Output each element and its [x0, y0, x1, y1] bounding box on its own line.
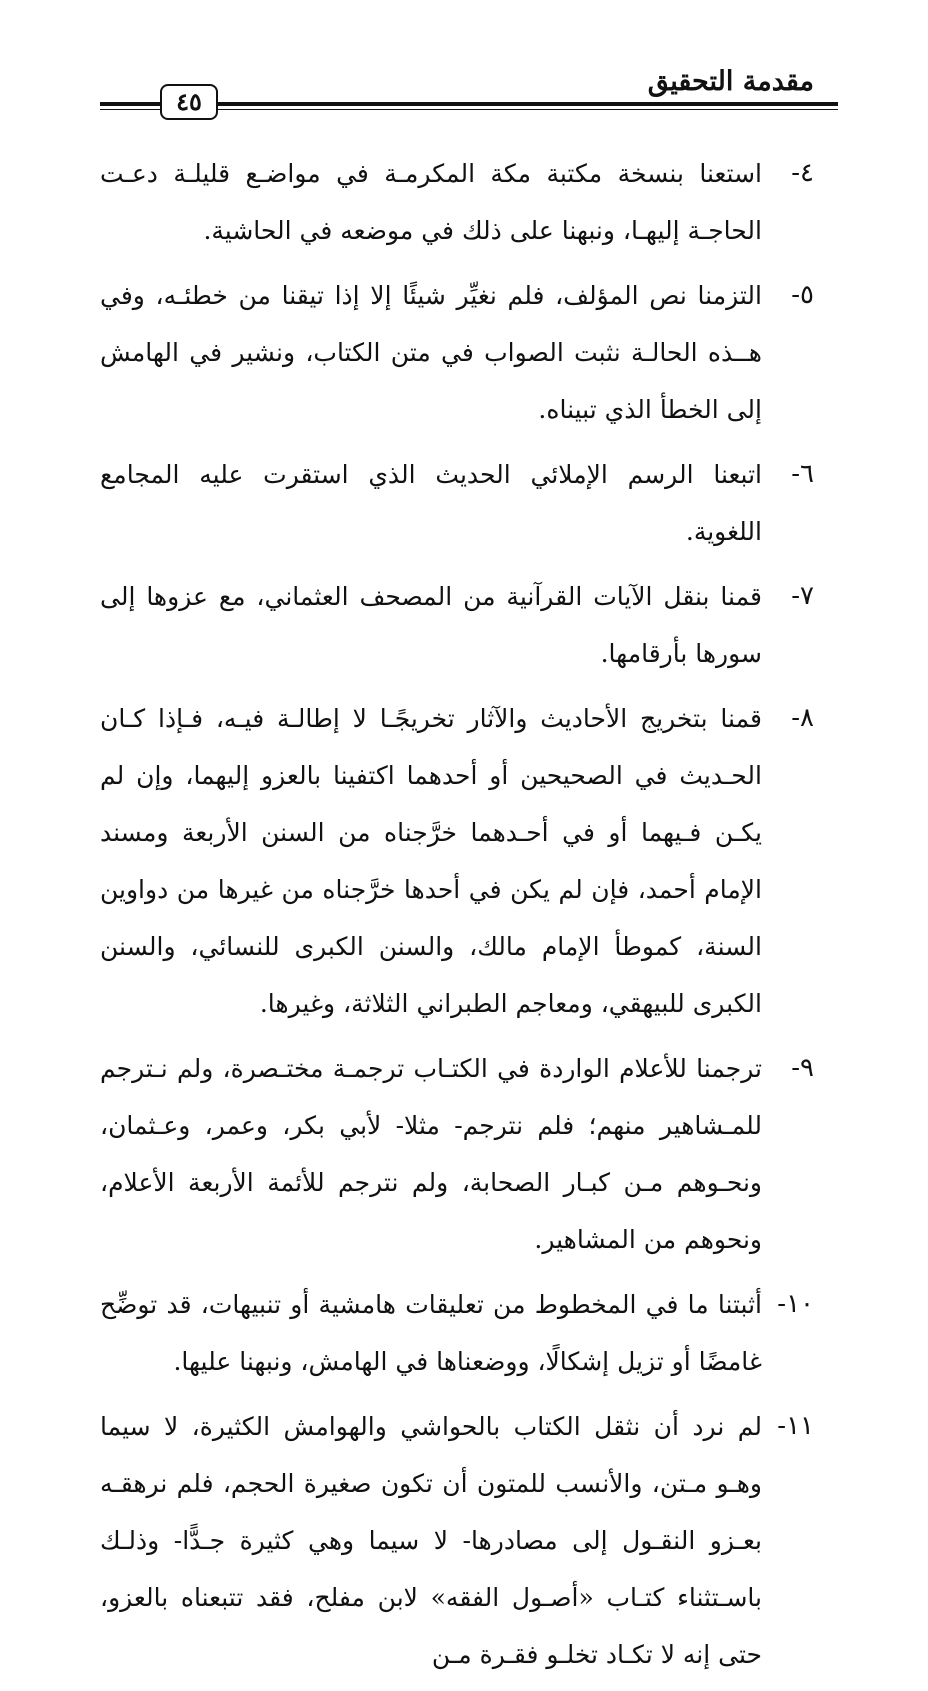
- item-text: قمنا بتخريج الأحاديث والآثار تخريجًـا لا إطالـة فيـه، فـإذا كـان الحـديث في الصحيحين أو أحدهما اكتفينا بالعزو إليهما، وإن لم يكـن فـيهما أو في أحـدهما خرَّجناه من السنن الأربعة ومسند الإمام أحمد، فإن لم يكن في أحدها خرَّجناه من غيرها من دواوين السنة، كموطأ الإمام مالك، والسنن الكبرى للنسائي، والسنن الكبرى للبيهقي، ومعاجم الطبراني الثلاثة، وغيرها.: [100, 704, 762, 1018]
- list-item: [100, 446, 814, 560]
- item-text: لم نرد أن نثقل الكتاب بالحواشي والهوامش الكثيرة، لا سيما وهـو مـتن، والأنسب للمتون أن تكون صغيرة الحجم، فلم نرهقـه بعـزو النقـول إلى مصادرها- لا سيما وهي كثيرة جـدًّا- وذلـك باسـتثناء كتـاب «أصـول الفقه» لابن مفلح، فقد تتبعناه بالعزو، حتى إنه لا تكـاد تخلـو فقـرة مـن: [100, 1412, 763, 1669]
- list-item: [100, 267, 814, 438]
- item-number: ١١-: [777, 1411, 814, 1441]
- list-item: [100, 1398, 814, 1683]
- list-item: [100, 1276, 814, 1390]
- list-item: [100, 690, 814, 1032]
- item-number: ٤-: [791, 158, 814, 188]
- item-number: ٩-: [791, 1053, 814, 1083]
- list-item: [100, 145, 814, 259]
- running-header-title: مقدمة التحقيق: [647, 66, 814, 97]
- page-number: ٤٥: [160, 84, 218, 120]
- item-number: ٨-: [791, 703, 814, 733]
- item-text: استعنا بنسخة مكتبة مكة المكرمـة في مواضـع قليلـة دعـت الحاجـة إليهـا، ونبهنا على ذلك في موضعه في الحاشية.: [100, 159, 762, 245]
- item-number: ١٠-: [777, 1289, 814, 1319]
- list-item: [100, 568, 814, 682]
- item-text: اتبعنا الرسم الإملائي الحديث الذي استقرت عليه المجامع اللغوية.: [100, 460, 762, 546]
- numbered-list: [100, 145, 814, 1691]
- item-number: ٦-: [791, 459, 814, 489]
- item-text: قمنا بنقل الآيات القرآنية من المصحف العثماني، مع عزوها إلى سورها بأرقامها.: [100, 582, 762, 668]
- item-number: ٧-: [791, 581, 814, 611]
- list-item: [100, 1040, 814, 1268]
- item-text: التزمنا نص المؤلف، فلم نغيِّر شيئًا إلا إذا تيقنا من خطئـه، وفي هــذه الحالـة نثبت الصواب في متن الكتاب، ونشير في الهامش إلى الخطأ الذي تبيناه.: [100, 281, 762, 424]
- item-text: أثبتنا ما في المخطوط من تعليقات هامشية أو تنبيهات، قد توضِّح غامضًا أو تزيل إشكالًا، ووضعناها في الهامش، ونبهنا عليها.: [100, 1290, 762, 1376]
- item-number: ٥-: [791, 280, 814, 310]
- item-text: ترجمنا للأعلام الواردة في الكتـاب ترجمـة مختـصرة، ولم نـترجم للمـشاهير منهم؛ فلم نترجم- مثلا- لأبي بكر، وعمر، وعـثمان، ونحـوهم مـن كبـار الصحابة، ولم نترجم للأئمة الأربعة الأعلام، ونحوهم من المشاهير.: [100, 1054, 762, 1254]
